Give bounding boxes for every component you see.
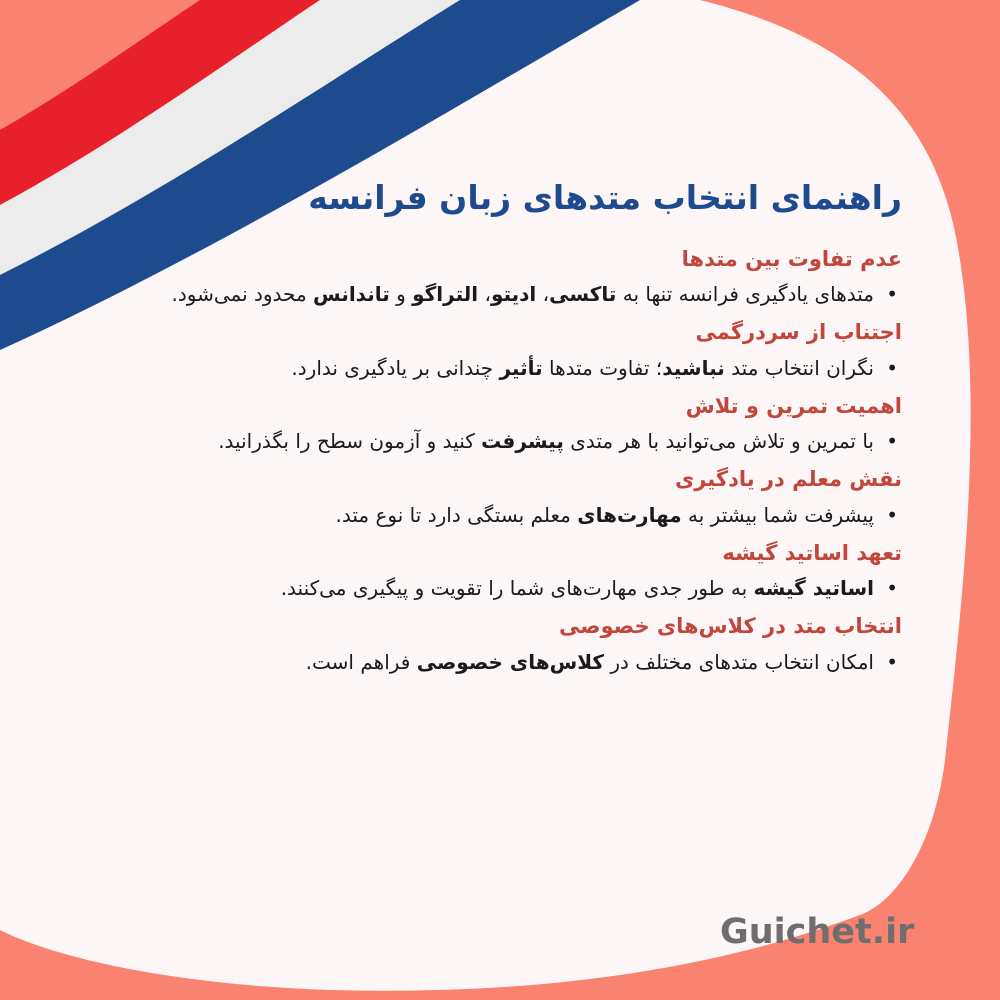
bullet-list [110,569,902,607]
bold-text: تأثیر [499,355,543,380]
main-content [110,178,902,685]
text: پیشرفت شما بیشتر به [681,502,874,527]
bold-text: پیشرفت [481,429,564,454]
bullet-list [110,643,902,681]
bold-text: تاکسی [549,282,617,307]
text: نگران انتخاب متد [724,355,874,380]
section-heading: تعهد اساتید گیشه [722,540,902,565]
bold-text: التراگو [412,282,479,307]
text: کنید و آزمون سطح را بگذرانید. [218,429,482,454]
bullet-list [110,422,902,460]
text: ؛ تفاوت متدها [542,355,663,380]
section-heading: انتخاب متد در کلاس‌های خصوصی [559,614,902,639]
bold-text: اساتید گیشه [753,576,874,601]
text: چندانی بر یادگیری ندارد. [291,355,500,380]
section-heading: عدم تفاوت بین متدها [681,246,902,271]
text: و [389,282,413,307]
bold-text: ادیتو [490,282,537,307]
bullet-list [110,349,902,387]
bold-text: مهارت‌های [577,502,682,527]
section-heading: اهمیت تمرین و تلاش [685,393,902,418]
bullet-item [110,643,874,681]
bullet-list [110,496,902,534]
bullet-item [110,275,874,313]
text: متدهای یادگیری فرانسه تنها به [616,282,874,307]
bullet-item [110,569,874,607]
sections-container [110,244,902,681]
text: به طور جدی مهارت‌های شما را تقویت و پیگیری می‌کنند. [280,576,754,601]
text: ، [478,282,491,307]
bullet-list [110,275,902,313]
text: ، [536,282,550,307]
bullet-item [110,422,874,460]
text: محدود نمی‌شود. [171,282,314,307]
brand-logo: Guichet.ir [720,912,915,952]
section-heading: نقش معلم در یادگیری [674,467,902,492]
text: معلم بستگی دارد تا نوع متد. [335,502,578,527]
text: امکان انتخاب متدهای مختلف در [604,649,874,674]
bold-text: کلاس‌های خصوصی [416,649,605,674]
bold-text: تاندانس [313,282,390,307]
text: فراهم است. [305,649,417,674]
page-title: راهنمای انتخاب متدهای زبان فرانسه [308,178,902,217]
bullet-item [110,496,874,534]
bullet-item [110,349,874,387]
text: با تمرین و تلاش می‌توانید با هر متدی [563,429,874,454]
bold-text: نباشید [662,355,725,380]
section-heading: اجتناب از سردرگمی [695,320,902,345]
